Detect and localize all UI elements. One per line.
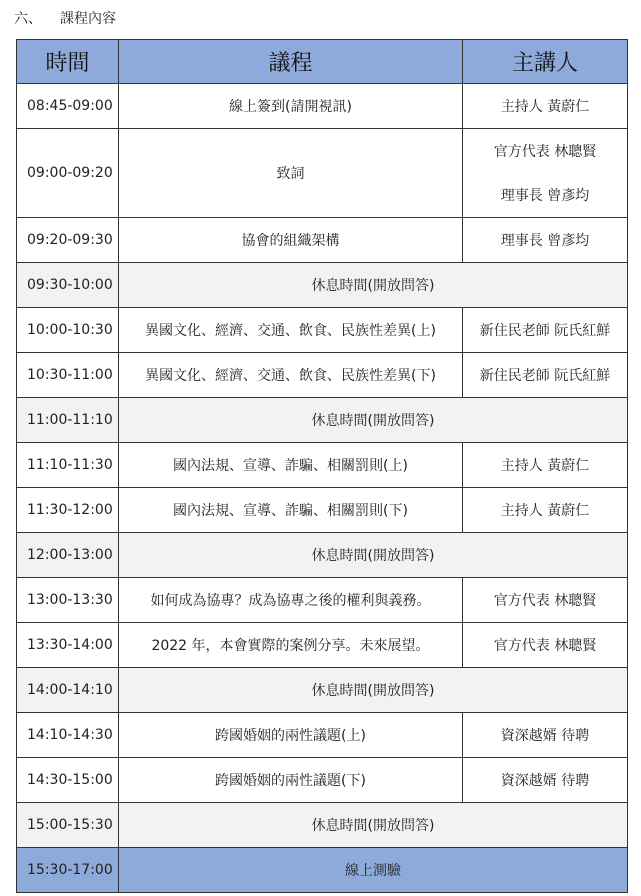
break-row xyxy=(17,398,628,443)
time-cell: 09:20-09:30 xyxy=(17,218,119,263)
agenda-cell: 跨國婚姻的兩性議題(下) xyxy=(119,758,463,803)
speaker-cell: 主持人 黃蔚仁 xyxy=(463,488,628,533)
table-row xyxy=(17,308,628,353)
agenda-cell: 國內法規、宣導、詐騙、相關罰則(上) xyxy=(119,443,463,488)
break-row xyxy=(17,533,628,578)
agenda-cell: 異國文化、經濟、交通、飲食、民族性差異(下) xyxy=(119,353,463,398)
table-row xyxy=(17,488,628,533)
time-cell: 14:00-14:10 xyxy=(17,668,119,713)
agenda-cell: 國內法規、宣導、詐騙、相關罰則(下) xyxy=(119,488,463,533)
speaker-cell: 資深越婿 待聘 xyxy=(463,758,628,803)
speaker-cell: 新住民老師 阮氏紅鮮 xyxy=(463,308,628,353)
agenda-cell: 線上簽到(請開視訊) xyxy=(119,84,463,129)
speaker-name: 官方代表 林聰賢 xyxy=(493,144,597,160)
speaker-cell: 理事長 曾彥均 xyxy=(463,218,628,263)
break-row xyxy=(17,668,628,713)
break-cell: 休息時間(開放問答) xyxy=(119,533,628,578)
table-header-row xyxy=(17,40,628,84)
table-row xyxy=(17,218,628,263)
time-cell: 11:30-12:00 xyxy=(17,488,119,533)
section-heading xyxy=(14,8,116,28)
agenda-cell: 致詞 xyxy=(119,129,463,218)
speaker-cell: 新住民老師 阮氏紅鮮 xyxy=(463,353,628,398)
time-cell: 11:00-11:10 xyxy=(17,398,119,443)
break-row xyxy=(17,263,628,308)
agenda-cell: 協會的組織架構 xyxy=(119,218,463,263)
speaker-cell: 主持人 黃蔚仁 xyxy=(463,443,628,488)
header-time: 時間 xyxy=(17,40,119,84)
section-number: 六、 xyxy=(14,11,42,27)
time-cell: 11:10-11:30 xyxy=(17,443,119,488)
table-row xyxy=(17,578,628,623)
agenda-cell: 異國文化、經濟、交通、飲食、民族性差異(上) xyxy=(119,308,463,353)
speaker-cell xyxy=(463,129,628,218)
agenda-cell: 跨國婚姻的兩性議題(上) xyxy=(119,713,463,758)
final-row xyxy=(17,848,628,893)
test-cell: 線上測驗 xyxy=(119,848,628,893)
time-cell: 14:30-15:00 xyxy=(17,758,119,803)
agenda-cell: 2022 年，本會實際的案例分享。未來展望。 xyxy=(119,623,463,668)
break-row xyxy=(17,803,628,848)
table-row xyxy=(17,713,628,758)
break-cell: 休息時間(開放問答) xyxy=(119,263,628,308)
time-cell: 13:30-14:00 xyxy=(17,623,119,668)
table-row xyxy=(17,84,628,129)
speaker-name: 理事長 曾彥均 xyxy=(500,188,590,204)
speaker-cell: 主持人 黃蔚仁 xyxy=(463,84,628,129)
break-cell: 休息時間(開放問答) xyxy=(119,668,628,713)
time-cell: 09:00-09:20 xyxy=(17,129,119,218)
time-cell: 08:45-09:00 xyxy=(17,84,119,129)
time-cell: 12:00-13:00 xyxy=(17,533,119,578)
table-row xyxy=(17,353,628,398)
speaker-cell: 官方代表 林聰賢 xyxy=(463,578,628,623)
agenda-cell: 如何成為協專？成為協專之後的權利與義務。 xyxy=(119,578,463,623)
table-row xyxy=(17,129,628,218)
header-agenda: 議程 xyxy=(119,40,463,84)
time-cell: 10:30-11:00 xyxy=(17,353,119,398)
speaker-cell: 資深越婿 待聘 xyxy=(463,713,628,758)
section-title: 課程內容 xyxy=(60,11,116,27)
table-row xyxy=(17,758,628,803)
time-cell: 15:30-17:00 xyxy=(17,848,119,893)
table-row xyxy=(17,443,628,488)
table-row xyxy=(17,623,628,668)
time-cell: 14:10-14:30 xyxy=(17,713,119,758)
header-speaker: 主講人 xyxy=(463,40,628,84)
time-cell: 10:00-10:30 xyxy=(17,308,119,353)
time-cell: 15:00-15:30 xyxy=(17,803,119,848)
break-cell: 休息時間(開放問答) xyxy=(119,398,628,443)
break-cell: 休息時間(開放問答) xyxy=(119,803,628,848)
time-cell: 09:30-10:00 xyxy=(17,263,119,308)
agenda-table xyxy=(16,39,628,893)
time-cell: 13:00-13:30 xyxy=(17,578,119,623)
speaker-cell: 官方代表 林聰賢 xyxy=(463,623,628,668)
